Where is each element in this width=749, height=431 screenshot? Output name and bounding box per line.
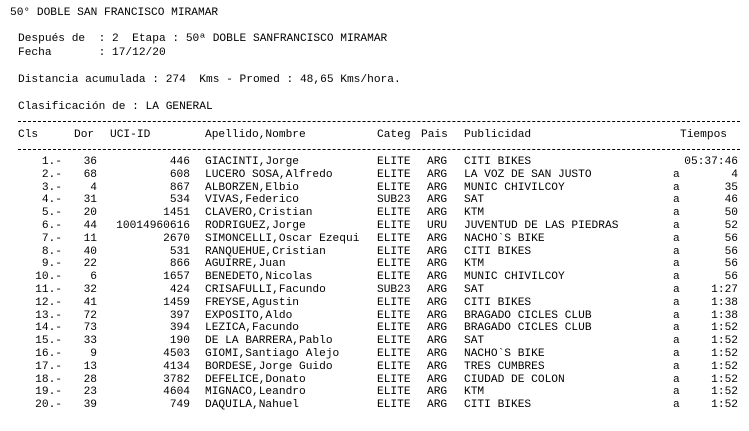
cell-uci-id: 608 (169, 168, 190, 181)
cell-rider-name: DE LA BARRERA,Pablo (205, 335, 333, 348)
cell-position: 3.- (41, 181, 62, 194)
cell-country: ARG (427, 322, 448, 335)
cell-country: ARG (427, 181, 448, 194)
cell-time: 52 (724, 220, 738, 232)
cell-rider-name: GIACINTI,Jorge (205, 156, 299, 168)
table-row (0, 386, 749, 399)
cell-position: 7.- (41, 232, 62, 245)
cell-dorsal: 72 (83, 309, 97, 322)
cell-uci-id: 4134 (163, 360, 190, 373)
cell-gap-marker: a (673, 194, 680, 207)
cell-position: 15.- (35, 335, 62, 348)
cell-team: KTM (464, 386, 485, 399)
cell-country: ARG (427, 309, 448, 322)
cell-gap-marker: a (673, 232, 680, 245)
cell-team: CIUDAD DE COLON (464, 373, 565, 386)
table-row (0, 361, 749, 374)
cell-time: 1:52 (711, 373, 738, 386)
cell-rider-name: EXPOSITO,Aldo (205, 309, 293, 322)
cell-category: ELITE (377, 296, 411, 309)
cell-dorsal: 40 (83, 245, 97, 258)
cell-rider-name: BENEDETO,Nicolas (205, 271, 313, 284)
cell-time: 56 (724, 271, 738, 284)
cell-gap-marker: a (673, 335, 680, 348)
cell-time: 1:52 (711, 348, 738, 360)
cell-gap-marker: a (673, 258, 680, 271)
table-row (0, 246, 749, 259)
cell-country: ARG (427, 335, 448, 348)
table-row (0, 271, 749, 284)
cell-rider-name: RANQUEHUE,Cristian (205, 245, 326, 258)
table-row (0, 348, 749, 361)
cell-category: ELITE (377, 271, 411, 284)
cell-position: 13.- (35, 309, 62, 322)
cell-gap-marker: a (673, 373, 680, 386)
cell-rider-name: LEZICA,Facundo (205, 322, 299, 335)
cell-gap-marker: a (673, 220, 680, 232)
cell-rider-name: VIVAS,Federico (205, 194, 299, 207)
cell-team: CITI BIKES (464, 156, 532, 168)
cell-gap-marker: a (673, 284, 680, 296)
cell-time: 50 (724, 207, 738, 220)
cell-time: 1:38 (711, 296, 738, 309)
cell-country: ARG (427, 296, 448, 309)
cell-position: 11.- (35, 284, 62, 296)
cell-dorsal: 22 (83, 258, 97, 271)
cell-rider-name: MIGNACO,Leandro (205, 386, 306, 399)
cell-category: ELITE (377, 373, 411, 386)
cell-uci-id: 1451 (163, 207, 190, 220)
cell-country: ARG (427, 399, 448, 412)
cell-dorsal: 31 (83, 194, 97, 207)
cell-dorsal: 28 (83, 373, 97, 386)
cell-team: KTM (464, 207, 485, 220)
cell-gap-marker: a (673, 296, 680, 309)
cell-dorsal: 33 (83, 335, 97, 348)
cell-team: MUNIC CHIVILCOY (464, 181, 565, 194)
cell-team: CITI BIKES (464, 245, 532, 258)
cell-category: SUB23 (377, 194, 411, 207)
cell-country: ARG (427, 258, 448, 271)
cell-gap-marker: a (673, 168, 680, 181)
cell-dorsal: 23 (83, 386, 97, 399)
cell-time: 05:37:46 (684, 156, 738, 168)
cell-rider-name: DAQUILA,Nahuel (205, 399, 299, 412)
cell-time: 1:52 (711, 335, 738, 348)
cell-time: 46 (724, 194, 738, 207)
cell-category: ELITE (377, 220, 411, 232)
table-row (0, 322, 749, 335)
cell-team: NACHO`S BIKE (464, 232, 545, 245)
cell-position: 5.- (41, 207, 62, 220)
header-tiempos: Tiempos (680, 129, 727, 141)
cell-uci-id: 749 (169, 399, 190, 412)
cell-uci-id: 424 (169, 284, 190, 296)
cell-time: 35 (724, 181, 738, 194)
cell-gap-marker: a (673, 399, 680, 412)
header-uci-id: UCI-ID (110, 129, 151, 141)
table-row (0, 284, 749, 297)
table-row (0, 310, 749, 323)
cell-country: ARG (427, 245, 448, 258)
cell-uci-id: 3782 (163, 373, 190, 386)
cell-dorsal: 6 (90, 271, 97, 284)
cell-team: SAT (464, 194, 485, 207)
cell-uci-id: 866 (169, 258, 190, 271)
cell-rider-name: FREYSE,Agustin (205, 296, 299, 309)
cell-team: KTM (464, 258, 485, 271)
date-info: Fecha : 17/12/20 (18, 47, 166, 59)
table-row (0, 233, 749, 246)
cell-uci-id: 4604 (163, 386, 190, 399)
cell-uci-id: 397 (169, 309, 190, 322)
table-row (0, 169, 749, 182)
cell-rider-name: DEFELICE,Donato (205, 373, 306, 386)
cell-uci-id: 534 (169, 194, 190, 207)
cell-dorsal: 39 (83, 399, 97, 412)
cell-time: 56 (724, 245, 738, 258)
cell-country: ARG (427, 284, 448, 296)
cell-category: ELITE (377, 156, 411, 168)
cell-category: ELITE (377, 168, 411, 181)
cell-team: BRAGADO CICLES CLUB (464, 309, 592, 322)
cell-position: 4.- (41, 194, 62, 207)
cell-dorsal: 41 (83, 296, 97, 309)
cell-dorsal: 73 (83, 322, 97, 335)
header-pais: Pais (421, 129, 448, 141)
header-publicidad: Publicidad (464, 129, 532, 141)
cell-category: ELITE (377, 399, 411, 412)
cell-uci-id: 190 (169, 335, 190, 348)
cell-team: SAT (464, 335, 485, 348)
header-dor: Dor (74, 129, 95, 141)
distance-info: Distancia acumulada : 274 Kms - Promed : 48,65 Kms/hora. (18, 74, 401, 86)
cell-category: ELITE (377, 245, 411, 258)
cell-gap-marker: a (673, 322, 680, 335)
divider-header (18, 149, 740, 150)
cell-uci-id: 4503 (163, 348, 190, 360)
cell-position: 8.- (41, 245, 62, 258)
cell-position: 18.- (35, 373, 62, 386)
cell-dorsal: 9 (90, 348, 97, 360)
cell-team: SAT (464, 284, 485, 296)
cell-time: 1:52 (711, 322, 738, 335)
cell-country: ARG (427, 207, 448, 220)
cell-gap-marker: a (673, 348, 680, 360)
cell-category: ELITE (377, 360, 411, 373)
table-row (0, 220, 749, 233)
table-row (0, 297, 749, 310)
cell-rider-name: CLAVERO,Cristian (205, 207, 313, 220)
cell-category: ELITE (377, 386, 411, 399)
cell-team: CITI BIKES (464, 296, 532, 309)
divider-top (18, 121, 740, 122)
cell-time: 1:52 (711, 399, 738, 412)
table-row (0, 156, 749, 169)
cell-position: 1.- (41, 156, 62, 168)
cell-country: ARG (427, 348, 448, 360)
cell-uci-id: 867 (169, 181, 190, 194)
cell-time: 56 (724, 232, 738, 245)
cell-uci-id: 531 (169, 245, 190, 258)
cell-position: 14.- (35, 322, 62, 335)
cell-gap-marker: a (673, 309, 680, 322)
cell-position: 6.- (41, 220, 62, 232)
table-row (0, 374, 749, 387)
cell-uci-id: 2670 (163, 232, 190, 245)
cell-dorsal: 11 (83, 232, 97, 245)
cell-position: 19.- (35, 386, 62, 399)
cell-rider-name: CRISAFULLI,Facundo (205, 284, 326, 296)
cell-country: ARG (427, 271, 448, 284)
cell-position: 20.- (35, 399, 62, 412)
cell-country: ARG (427, 194, 448, 207)
cell-category: ELITE (377, 207, 411, 220)
table-row (0, 335, 749, 348)
cell-time: 1:27 (711, 284, 738, 296)
cell-position: 9.- (41, 258, 62, 271)
cell-category: ELITE (377, 309, 411, 322)
cell-team: NACHO`S BIKE (464, 348, 545, 360)
cell-gap-marker: a (673, 271, 680, 284)
cell-category: ELITE (377, 335, 411, 348)
cell-country: ARG (427, 360, 448, 373)
cell-position: 12.- (35, 296, 62, 309)
table-row (0, 399, 749, 412)
cell-rider-name: AGUIRRE,Juan (205, 258, 286, 271)
cell-country: ARG (427, 373, 448, 386)
cell-rider-name: SIMONCELLI,Oscar Ezequi (205, 232, 360, 245)
cell-time: 1:52 (711, 360, 738, 373)
cell-gap-marker: a (673, 207, 680, 220)
stage-info: Después de : 2 Etapa : 50ª DOBLE SANFRANCISCO MIRAMAR (18, 33, 388, 45)
cell-category: ELITE (377, 181, 411, 194)
cell-country: ARG (427, 168, 448, 181)
cell-team: CITI BIKES (464, 399, 532, 412)
cell-position: 10.- (35, 271, 62, 284)
cell-category: SUB23 (377, 284, 411, 296)
cell-time: 4 (731, 168, 738, 181)
cell-uci-id: 10014960616 (116, 220, 190, 232)
cell-rider-name: ALBORZEN,Elbio (205, 181, 299, 194)
cell-category: ELITE (377, 322, 411, 335)
cell-category: ELITE (377, 232, 411, 245)
cell-category: ELITE (377, 348, 411, 360)
table-row (0, 194, 749, 207)
cell-time: 56 (724, 258, 738, 271)
table-row (0, 258, 749, 271)
cell-dorsal: 68 (83, 168, 97, 181)
header-cls: Cls (18, 129, 39, 141)
cell-country: ARG (427, 156, 448, 168)
cell-gap-marker: a (673, 181, 680, 194)
cell-rider-name: LUCERO SOSA,Alfredo (205, 168, 333, 181)
cell-uci-id: 1459 (163, 296, 190, 309)
cell-team: MUNIC CHIVILCOY (464, 271, 565, 284)
table-row (0, 207, 749, 220)
cell-dorsal: 20 (83, 207, 97, 220)
cell-dorsal: 36 (83, 156, 97, 168)
cell-team: JUVENTUD DE LAS PIEDRAS (464, 220, 619, 232)
cell-gap-marker: a (673, 386, 680, 399)
header-name: Apellido,Nombre (205, 129, 306, 141)
cell-country: URU (427, 220, 448, 232)
cell-position: 16.- (35, 348, 62, 360)
cell-uci-id: 394 (169, 322, 190, 335)
cell-dorsal: 44 (83, 220, 97, 232)
cell-dorsal: 32 (83, 284, 97, 296)
cell-gap-marker: a (673, 360, 680, 373)
cell-rider-name: BORDESE,Jorge Guido (205, 360, 333, 373)
cell-team: LA VOZ DE SAN JUSTO (464, 168, 592, 181)
cell-team: TRES CUMBRES (464, 360, 545, 373)
document-title: 50° DOBLE SAN FRANCISCO MIRAMAR (10, 7, 219, 19)
cell-country: ARG (427, 386, 448, 399)
cell-team: BRAGADO CICLES CLUB (464, 322, 592, 335)
cell-dorsal: 4 (90, 181, 97, 194)
cell-rider-name: RODRIGUEZ,Jorge (205, 220, 306, 232)
cell-position: 17.- (35, 360, 62, 373)
cell-position: 2.- (41, 168, 62, 181)
cell-rider-name: GIOMI,Santiago Alejo (205, 348, 340, 360)
header-categ: Categ (377, 129, 411, 141)
cell-uci-id: 1657 (163, 271, 190, 284)
table-row (0, 182, 749, 195)
cell-dorsal: 13 (83, 360, 97, 373)
cell-uci-id: 446 (169, 156, 190, 168)
cell-time: 1:38 (711, 309, 738, 322)
classification-info: Clasificación de : LA GENERAL (18, 101, 213, 113)
cell-category: ELITE (377, 258, 411, 271)
cell-time: 1:52 (711, 386, 738, 399)
cell-country: ARG (427, 232, 448, 245)
cell-gap-marker: a (673, 245, 680, 258)
